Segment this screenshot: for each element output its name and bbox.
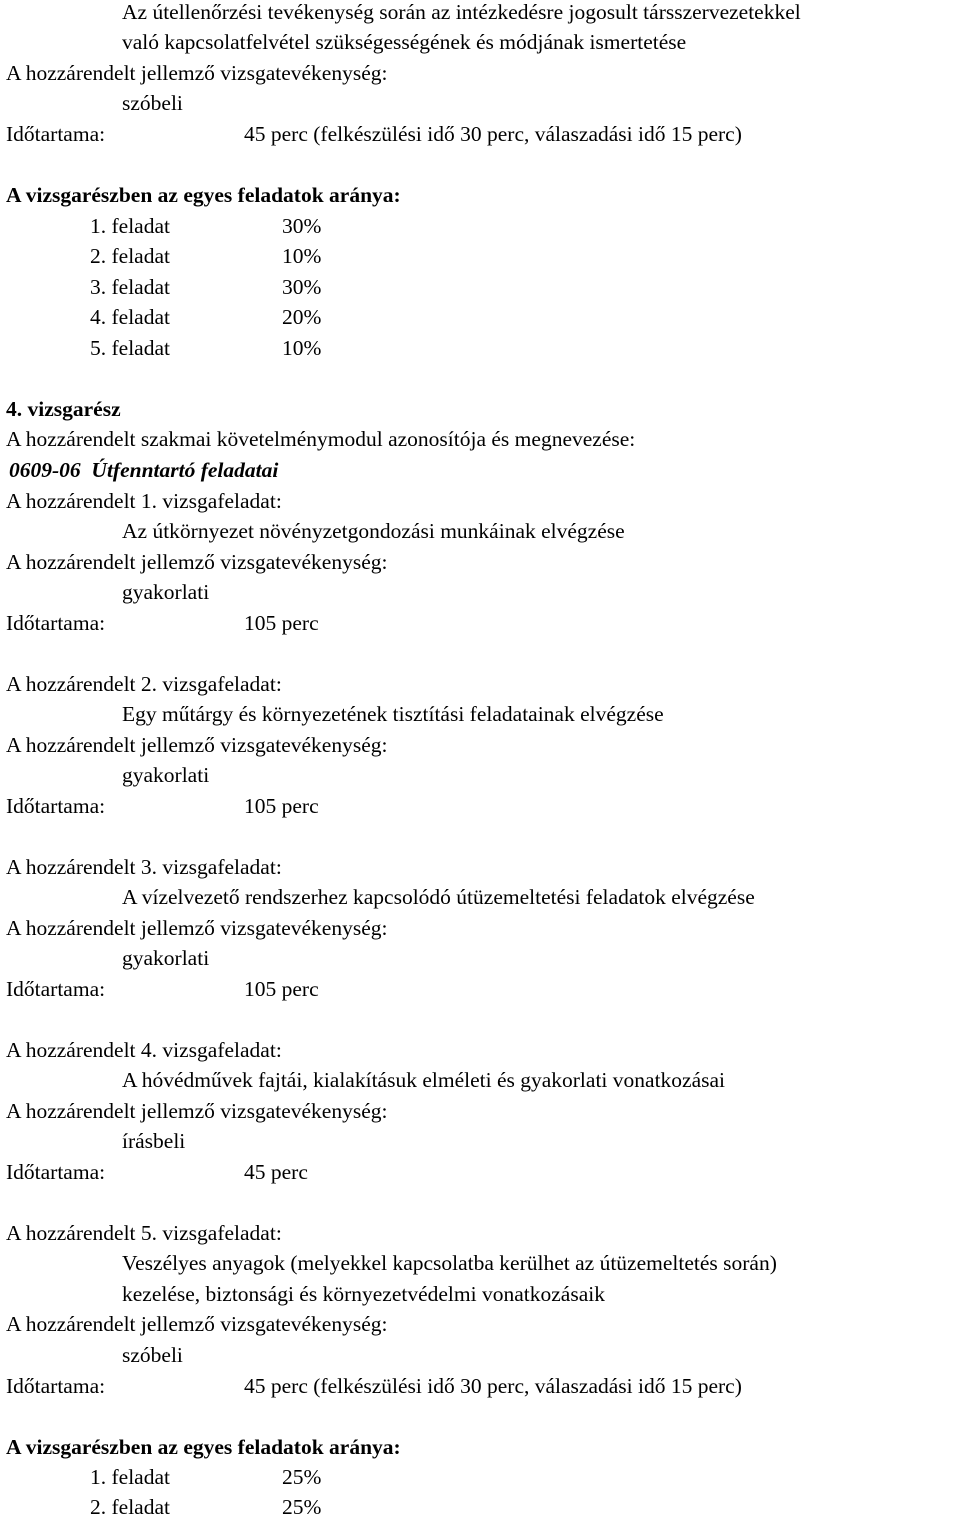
- task-title-line: Veszélyes anyagok (melyekkel kapcsolatba kerülhet az útüzemeltetés során): [122, 1251, 777, 1275]
- ratio-percent: 25%: [282, 1495, 322, 1519]
- ratio-task: 5. feladat: [90, 336, 170, 360]
- ratio-heading: A vizsgarészben az egyes feladatok aránya:: [6, 1435, 401, 1459]
- duration-label: Időtartama:: [6, 611, 106, 635]
- activity-label: A hozzárendelt jellemző vizsgatevékenység:: [6, 1099, 388, 1123]
- duration-label: Időtartama:: [6, 794, 106, 818]
- task-title-line: kezelése, biztonsági és környezetvédelmi vonatkozásaik: [122, 1282, 605, 1306]
- activity-value: szóbeli: [122, 1343, 183, 1367]
- module-label: A hozzárendelt szakmai követelménymodul azonosítója és megnevezése:: [6, 427, 636, 451]
- ratio-percent: 30%: [282, 214, 322, 238]
- ratio-task: 4. feladat: [90, 305, 170, 329]
- duration-label: Időtartama:: [6, 977, 106, 1001]
- duration-value: 45 perc (felkészülési idő 30 perc, válaszadási idő 15 perc): [244, 1374, 742, 1398]
- activity-value: gyakorlati: [122, 580, 210, 604]
- section-heading: 4. vizsgarész: [6, 397, 121, 421]
- duration-label: Időtartama:: [6, 122, 106, 146]
- ratio-task: 2. feladat: [90, 1495, 170, 1519]
- task-title-line: való kapcsolatfelvétel szükségességének és módjának ismertetése: [122, 30, 687, 54]
- duration-value: 45 perc: [244, 1160, 308, 1184]
- ratio-heading: A vizsgarészben az egyes feladatok aránya:: [6, 183, 401, 207]
- task-title-line: A vízelvezető rendszerhez kapcsolódó útüzemeltetési feladatok elvégzése: [122, 885, 755, 909]
- ratio-task: 3. feladat: [90, 275, 170, 299]
- activity-value: gyakorlati: [122, 763, 210, 787]
- task-title-line: A hóvédművek fajtái, kialakításuk elméleti és gyakorlati vonatkozásai: [122, 1068, 726, 1092]
- task-label: A hozzárendelt 2. vizsgafeladat:: [6, 672, 282, 696]
- duration-label: Időtartama:: [6, 1374, 106, 1398]
- task-label: A hozzárendelt 3. vizsgafeladat:: [6, 855, 282, 879]
- task-title-line: Az útellenőrzési tevékenység során az intézkedésre jogosult társszervezetekkel: [122, 0, 801, 24]
- activity-label: A hozzárendelt jellemző vizsgatevékenység:: [6, 1312, 388, 1336]
- task-label: A hozzárendelt 5. vizsgafeladat:: [6, 1221, 282, 1245]
- module-title: [9, 455, 278, 486]
- module-code: 0609-06: [9, 458, 81, 482]
- ratio-percent: 10%: [282, 244, 322, 268]
- duration-value: 105 perc: [244, 977, 319, 1001]
- module-name: Útfenntartó feladatai: [91, 458, 279, 482]
- duration-label: Időtartama:: [6, 1160, 106, 1184]
- activity-value: írásbeli: [122, 1129, 186, 1153]
- activity-label: A hozzárendelt jellemző vizsgatevékenység:: [6, 550, 388, 574]
- duration-value: 105 perc: [244, 794, 319, 818]
- ratio-percent: 20%: [282, 305, 322, 329]
- activity-label: A hozzárendelt jellemző vizsgatevékenység:: [6, 61, 388, 85]
- duration-value: 105 perc: [244, 611, 319, 635]
- ratio-task: 1. feladat: [90, 1465, 170, 1489]
- ratio-task: 1. feladat: [90, 214, 170, 238]
- activity-label: A hozzárendelt jellemző vizsgatevékenység:: [6, 916, 388, 940]
- task-label: A hozzárendelt 1. vizsgafeladat:: [6, 489, 282, 513]
- duration-value: 45 perc (felkészülési idő 30 perc, válaszadási idő 15 perc): [244, 122, 742, 146]
- ratio-task: 2. feladat: [90, 244, 170, 268]
- activity-value: gyakorlati: [122, 946, 210, 970]
- task-title-line: Egy műtárgy és környezetének tisztítási feladatainak elvégzése: [122, 702, 664, 726]
- ratio-percent: 25%: [282, 1465, 322, 1489]
- activity-label: A hozzárendelt jellemző vizsgatevékenység:: [6, 733, 388, 757]
- task-title-line: Az útkörnyezet növényzetgondozási munkáinak elvégzése: [122, 519, 625, 543]
- ratio-percent: 30%: [282, 275, 322, 299]
- ratio-percent: 10%: [282, 336, 322, 360]
- activity-value: szóbeli: [122, 91, 183, 115]
- task-label: A hozzárendelt 4. vizsgafeladat:: [6, 1038, 282, 1062]
